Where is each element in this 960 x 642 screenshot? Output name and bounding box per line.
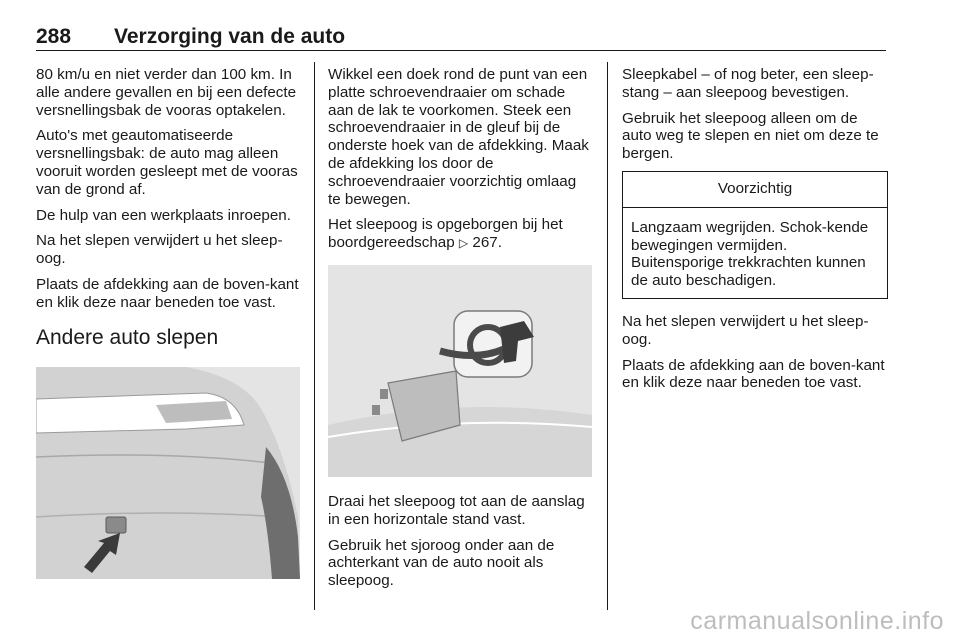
paragraph: Gebruik het sleepoog alleen om de auto weg te slepen en niet om deze te bergen.: [622, 109, 879, 163]
paragraph: [328, 216, 592, 253]
paragraph-text: Het sleepoog is opgeborgen bij het boordgereedschap: [328, 216, 563, 252]
rear-car-illustration: [36, 367, 300, 579]
caution-title: Voorzichtig: [623, 172, 887, 208]
paragraph: Na het slepen verwijdert u het sleep-oog.: [622, 312, 869, 348]
column-divider: [607, 62, 608, 610]
column-2: [328, 66, 592, 598]
caution-text: Langzaam wegrijden. Schok-kende bewegingen vermijden. Buitensporige trekkrachten kunnen de auto beschadigen.: [631, 218, 869, 290]
paragraph: Sleepkabel – of nog beter, een sleep-stang – aan sleepoog bevestigen.: [622, 66, 874, 101]
section-heading: Andere auto slepen: [36, 325, 219, 349]
page-header: [36, 26, 886, 51]
paragraph: Na het slepen verwijdert u het sleep-oog.: [36, 232, 283, 268]
paragraph: Wikkel een doek rond de punt van een platte schroevendraaier om schade aan de lak te voorkomen. Steek een schroevendraaier in de gleuf bij de onderste hoek van de afdekking. Maak de afdekking los door de schroevendraaier voorzichtig omlaag te bewegen.: [328, 66, 589, 208]
paragraph: Auto's met geautomatiseerde versnellingsbak: de auto mag alleen vooruit worden gesleept met de vooras van de grond af.: [36, 127, 298, 198]
page-reference[interactable]: 267.: [472, 234, 502, 252]
page-reference-arrow-icon: ▷: [458, 236, 469, 251]
caution-box: [622, 171, 888, 299]
column-divider: [314, 62, 315, 610]
paragraph: Gebruik het sjoroog onder aan de achterkant van de auto nooit als sleepoog.: [328, 536, 555, 590]
paragraph: 80 km/u en niet verder dan 100 km. In alle andere gevallen en bij een defecte versnellingsbak de vooras optakelen.: [36, 66, 297, 119]
page-number: 288: [36, 25, 72, 48]
column-1: [36, 66, 302, 579]
paragraph: Plaats de afdekking aan de boven-kant en klik deze naar beneden toe vast.: [36, 275, 299, 311]
tow-eye-illustration: [328, 265, 592, 477]
watermark: carmanualsonline.info: [690, 607, 944, 635]
paragraph: De hulp van een werkplaats inroepen.: [36, 206, 291, 224]
paragraph: Plaats de afdekking aan de boven-kant en klik deze naar beneden toe vast.: [622, 356, 885, 392]
paragraph: Draai het sleepoog tot aan de aanslag in een horizontale stand vast.: [328, 492, 585, 528]
column-3: [622, 66, 888, 400]
page-title: Verzorging van de auto: [114, 25, 346, 48]
